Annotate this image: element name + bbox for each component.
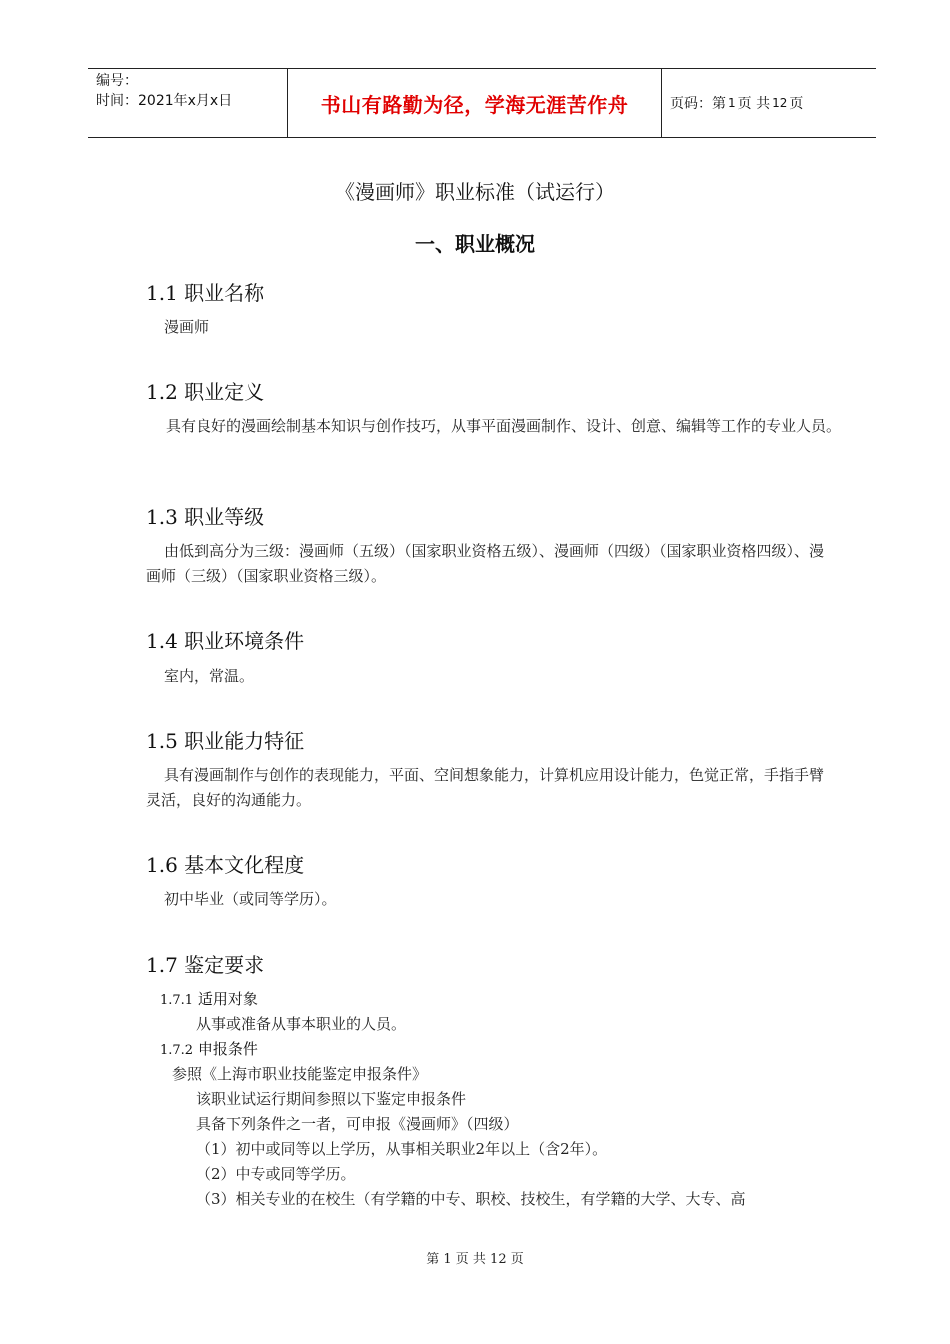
section-number: 1.5 bbox=[146, 729, 178, 753]
condition-item-3: （3）相关专业的在校生（有学籍的中专、职校、技校生，有学籍的大学、大专、高 bbox=[196, 1190, 746, 1208]
section-heading-1-5 bbox=[146, 725, 304, 754]
condition-level4-intro: 具备下列条件之一者，可申报《漫画师》（四级） bbox=[196, 1115, 519, 1133]
section-title: 鉴定要求 bbox=[184, 953, 265, 977]
condition-reference: 参照《上海市职业技能鉴定申报条件》 bbox=[172, 1065, 428, 1083]
header-page-mid: 页 共 bbox=[737, 96, 771, 112]
section-body-1-4: 室内，常温。 bbox=[164, 667, 255, 685]
header-motto: 书山有路勤为径，学海无涯苦作舟 bbox=[288, 69, 662, 137]
subsection-title: 适用对象 bbox=[197, 990, 258, 1008]
section-body-1-1: 漫画师 bbox=[164, 318, 210, 336]
subsection-number: 1.7.2 bbox=[160, 1043, 194, 1058]
section-heading-1-4 bbox=[146, 625, 304, 654]
section-heading-1-3 bbox=[146, 501, 264, 530]
section-heading-1-1 bbox=[146, 277, 264, 306]
header-page-info bbox=[662, 69, 876, 137]
section-number: 1.3 bbox=[146, 505, 178, 529]
subsection-body-1-7-1: 从事或准备从事本职业的人员。 bbox=[196, 1015, 407, 1033]
section-number: 1.1 bbox=[146, 281, 178, 305]
header-number-label: 编号： bbox=[96, 73, 138, 89]
section-title: 职业能力特征 bbox=[184, 729, 305, 753]
header-page-total: 12 bbox=[772, 96, 788, 110]
section-heading-1-6 bbox=[146, 849, 304, 878]
section-title: 职业环境条件 bbox=[184, 629, 305, 653]
condition-item-2: （2）中专或同等学历。 bbox=[196, 1165, 356, 1183]
section-title: 基本文化程度 bbox=[184, 853, 305, 877]
section-number: 1.2 bbox=[146, 380, 178, 404]
chapter-heading: 一、职业概况 bbox=[415, 232, 535, 256]
section-title: 职业定义 bbox=[184, 380, 265, 404]
section-body-1-2: 具有良好的漫画绘制基本知识与创作技巧，从事平面漫画制作、设计、创意、编辑等工作的专业人员。 bbox=[166, 417, 842, 435]
header-time-label: 时间：2021年x月x日 bbox=[96, 93, 233, 109]
document-title: 《漫画师》职业标准（试运行） bbox=[335, 180, 615, 204]
section-title: 职业名称 bbox=[184, 281, 265, 305]
header-meta-cell bbox=[88, 69, 288, 137]
section-number: 1.4 bbox=[146, 629, 178, 653]
section-body-1-3: 由低到高分为三级：漫画师（五级）（国家职业资格五级）、漫画师（四级）（国家职业资格四级）、漫画师（三级）（国家职业资格三级）。 bbox=[146, 542, 825, 585]
subsection-heading-1-7-2 bbox=[160, 1038, 258, 1059]
header-page-prefix: 页码：第 bbox=[670, 96, 726, 112]
section-body-1-5: 具有漫画制作与创作的表现能力，平面、空间想象能力，计算机应用设计能力，色觉正常，手指手臂灵活，良好的沟通能力。 bbox=[146, 766, 825, 809]
condition-item-1: （1）初中或同等以上学历，从事相关职业2年以上（含2年）。 bbox=[196, 1140, 608, 1158]
section-number: 1.6 bbox=[146, 853, 178, 877]
section-body-1-6: 初中毕业（或同等学历）。 bbox=[164, 890, 337, 908]
header-page-suffix: 页 bbox=[789, 96, 804, 112]
subsection-title: 申报条件 bbox=[197, 1040, 258, 1058]
header-page-current: 1 bbox=[728, 96, 736, 110]
page-header-table bbox=[88, 68, 876, 138]
section-title: 职业等级 bbox=[184, 505, 265, 529]
section-heading-1-2 bbox=[146, 376, 264, 405]
page-footer: 第 1 页 共 12 页 bbox=[426, 1252, 524, 1267]
section-number: 1.7 bbox=[146, 953, 178, 977]
subsection-heading-1-7-1 bbox=[160, 988, 258, 1009]
section-heading-1-7 bbox=[146, 949, 264, 978]
subsection-number: 1.7.1 bbox=[160, 993, 194, 1008]
condition-trial-note: 该职业试运行期间参照以下鉴定申报条件 bbox=[196, 1090, 467, 1108]
